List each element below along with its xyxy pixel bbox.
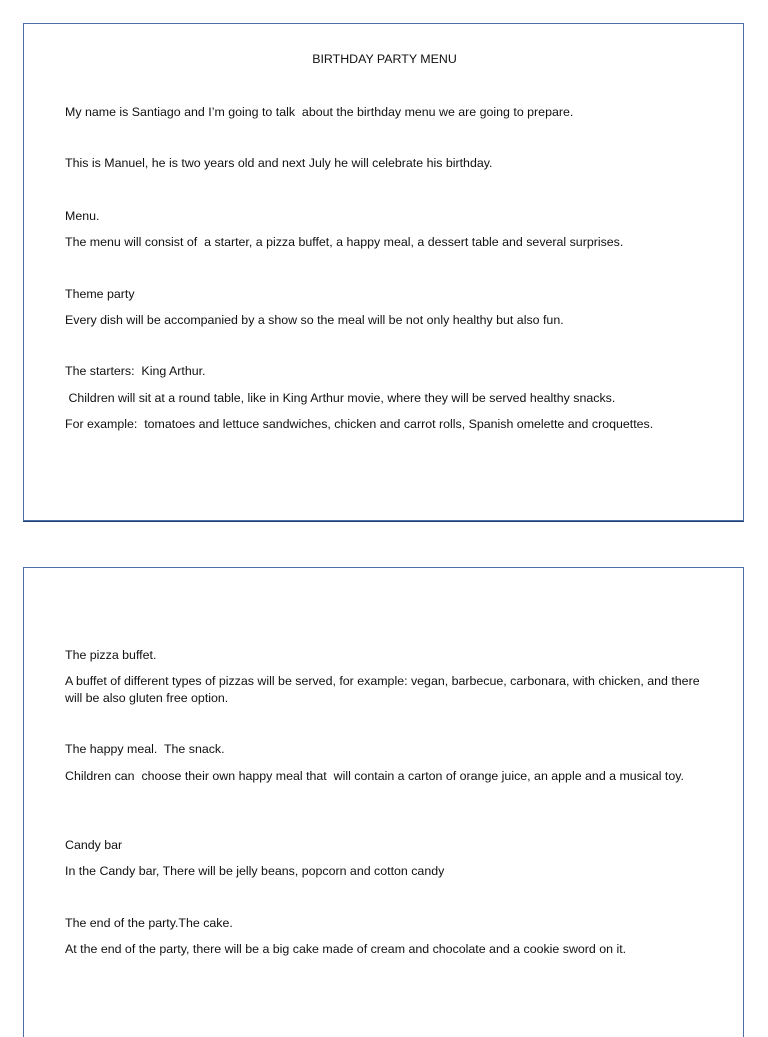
starters-heading: The starters: King Arthur. [65, 364, 206, 378]
theme-heading: Theme party [65, 287, 135, 301]
document-page-2 [23, 567, 744, 1037]
end-heading: The end of the party.The cake. [65, 916, 233, 930]
page-title: BIRTHDAY PARTY MENU [312, 52, 457, 66]
pizza-heading: The pizza buffet. [65, 648, 157, 662]
starters-example: For example: tomatoes and lettuce sandwiches, chicken and carrot rolls, Spanish omelette and croquettes. [65, 417, 654, 431]
happy-meal-heading: The happy meal. The snack. [65, 742, 225, 756]
happy-meal-paragraph: Children can choose their own happy meal that will contain a carton of orange juice, an apple and a musical toy. [65, 769, 684, 783]
end-paragraph: At the end of the party, there will be a big cake made of cream and chocolate and a cookie sword on it. [65, 942, 627, 956]
theme-paragraph: Every dish will be accompanied by a show so the meal will be not only healthy but also fun. [65, 313, 564, 327]
manuel-paragraph: This is Manuel, he is two years old and next July he will celebrate his birthday. [65, 156, 493, 170]
menu-paragraph: The menu will consist of a starter, a pizza buffet, a happy meal, a dessert table and several surprises. [65, 235, 624, 249]
candy-bar-paragraph: In the Candy bar, There will be jelly beans, popcorn and cotton candy [65, 864, 445, 878]
menu-heading: Menu. [65, 209, 100, 223]
intro-paragraph: My name is Santiago and I’m going to talk about the birthday menu we are going to prepare. [65, 105, 574, 119]
starters-paragraph: Children will sit at a round table, like in King Arthur movie, where they will be served healthy snacks. [65, 391, 616, 405]
pizza-paragraph: A buffet of different types of pizzas will be served, for example: vegan, barbecue, carbonara, with chicken, and there will be also gluten free option. [65, 674, 704, 705]
document-page-1 [23, 23, 744, 521]
candy-bar-heading: Candy bar [65, 838, 123, 852]
